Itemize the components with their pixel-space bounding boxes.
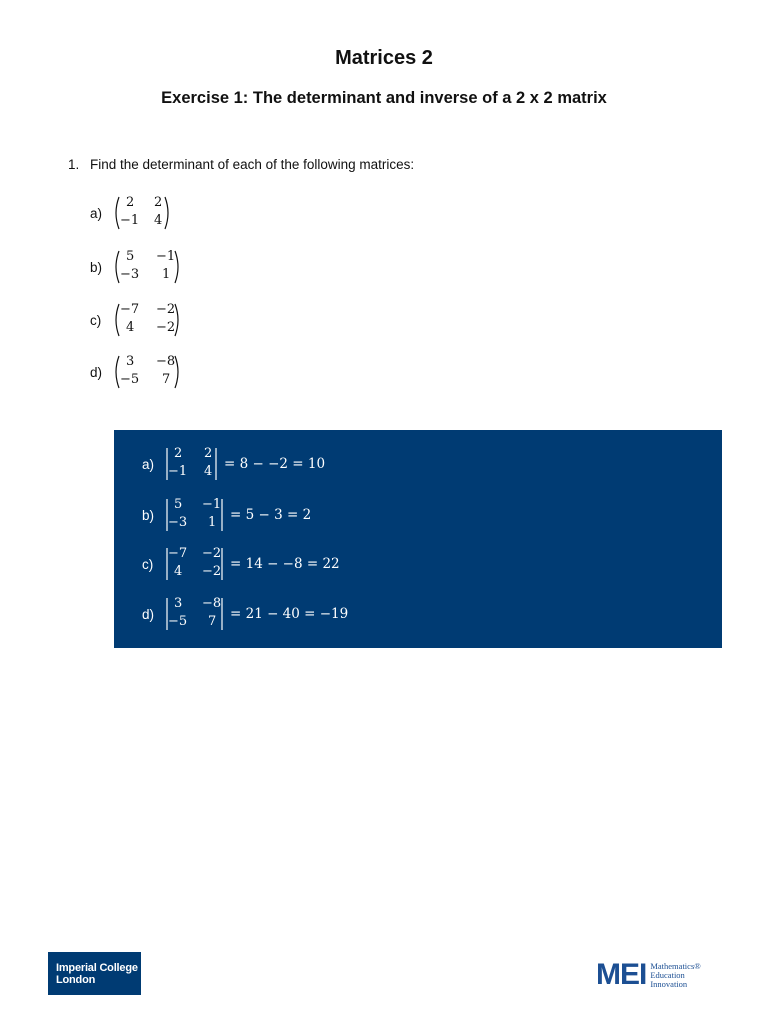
matrix-cell: 2 <box>174 446 183 461</box>
matrix-cell: 2 <box>126 195 135 210</box>
part-label: c) <box>90 312 102 328</box>
matrix-cell: −8 <box>156 354 176 369</box>
determinant-result: = 21 − 40 = −19 <box>230 606 349 622</box>
question-text: Find the determinant of each of the following matrices: <box>90 157 415 172</box>
matrix-cell: −7 <box>120 302 140 317</box>
exercise-heading: Exercise 1: The determinant and inverse of a 2 x 2 matrix <box>161 89 607 107</box>
matrix-cell: −5 <box>120 372 140 387</box>
determinant-result: = 5 − 3 = 2 <box>230 507 312 523</box>
matrix-cell: 5 <box>126 249 135 264</box>
matrix <box>112 249 182 285</box>
matrix-cell: 4 <box>174 564 183 579</box>
matrix-cell: −2 <box>202 546 222 561</box>
imperial-college-logo <box>48 952 141 995</box>
matrix-cell: 5 <box>174 497 183 512</box>
matrix <box>112 302 182 338</box>
matrix-cell: 3 <box>126 354 135 369</box>
matrix-cell: −3 <box>120 267 140 282</box>
matrix-cell: −1 <box>168 464 188 479</box>
determinant <box>164 596 226 632</box>
logo-line: Innovation <box>650 978 688 989</box>
page-title: Matrices 2 <box>335 47 433 69</box>
matrix-cell: 4 <box>154 213 163 228</box>
matrix-cell: 1 <box>208 515 217 530</box>
question-prompt <box>68 157 414 172</box>
matrix-cell: 3 <box>174 596 183 611</box>
matrix-cell: 4 <box>126 320 135 335</box>
answer-a <box>142 445 325 483</box>
matrix <box>112 195 172 231</box>
question-part-d <box>90 353 182 391</box>
question-part-b <box>90 248 182 286</box>
part-label: b) <box>90 259 103 275</box>
matrix-cell: 1 <box>162 267 171 282</box>
matrix-cell: −1 <box>156 249 176 264</box>
matrix-cell: −1 <box>202 497 222 512</box>
question-part-a <box>90 194 172 232</box>
matrix-cell: −5 <box>168 614 188 629</box>
answer-b <box>142 496 311 534</box>
answer-c <box>142 545 340 583</box>
matrix-cell: 4 <box>204 464 213 479</box>
part-label: c) <box>142 556 154 572</box>
question-number: 1. <box>68 157 80 172</box>
matrix-cell: −8 <box>202 596 222 611</box>
matrix-cell: 2 <box>204 446 213 461</box>
mei-tagline <box>650 962 700 989</box>
part-label: b) <box>142 507 155 523</box>
question-part-c <box>90 301 182 339</box>
determinant <box>164 446 220 482</box>
part-label: d) <box>90 364 103 380</box>
mei-logo <box>596 960 701 990</box>
answer-d <box>142 595 348 633</box>
logo-line: London <box>56 973 96 986</box>
matrix-cell: 7 <box>162 372 171 387</box>
determinant <box>164 497 226 533</box>
logo-line: Mathematics® <box>650 960 701 971</box>
determinant-result: = 8 − −2 = 10 <box>224 456 326 472</box>
logo-line: Imperial College <box>56 961 138 974</box>
part-label: a) <box>142 456 155 472</box>
determinant <box>164 546 226 582</box>
part-label: d) <box>142 606 155 622</box>
matrix-cell: −7 <box>168 546 188 561</box>
matrix-cell: −2 <box>202 564 222 579</box>
logo-line: Education <box>650 969 685 980</box>
part-label: a) <box>90 205 103 221</box>
mei-wordmark: MEI <box>596 958 647 991</box>
matrix-cell: −2 <box>156 320 176 335</box>
determinant-result: = 14 − −8 = 22 <box>230 556 340 572</box>
matrix <box>112 354 182 390</box>
matrix-cell: −3 <box>168 515 188 530</box>
answer-box <box>114 430 722 648</box>
matrix-cell: 2 <box>154 195 163 210</box>
matrix-cell: −1 <box>120 213 140 228</box>
matrix-cell: 7 <box>208 614 217 629</box>
matrix-cell: −2 <box>156 302 176 317</box>
